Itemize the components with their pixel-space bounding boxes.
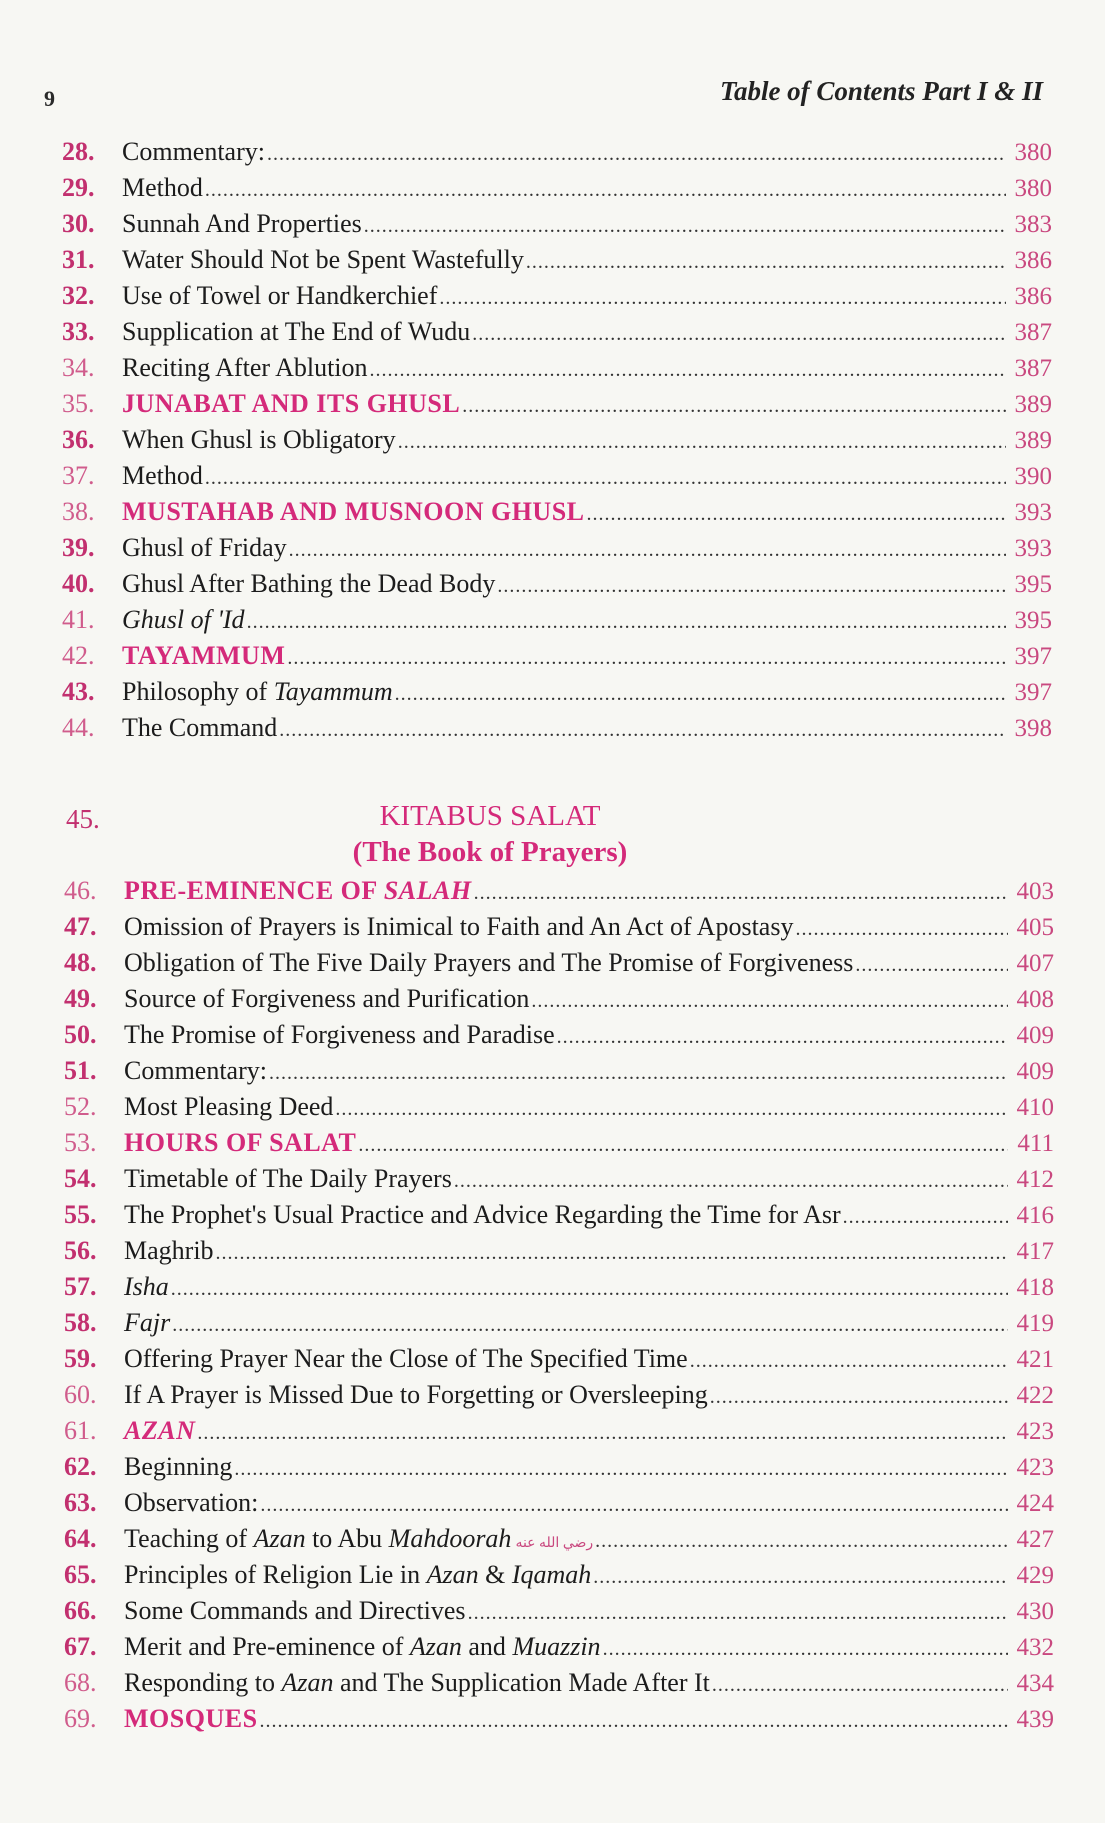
dot-leader: [172, 1307, 1008, 1343]
dot-leader: [557, 1019, 1008, 1055]
entry-title: Method: [122, 173, 203, 202]
entry-number: 40.: [62, 569, 95, 598]
entry-number: 49.: [64, 984, 97, 1013]
toc-entry: [62, 170, 1052, 206]
toc-entry: [62, 494, 1052, 530]
entry-title-part: PRE-EMINENCE OF: [124, 876, 384, 905]
entry-heading: MUSTAHAB AND MUSNOON GHUSL: [122, 497, 585, 526]
entry-page: 397: [1014, 643, 1052, 670]
entry-number: 64.: [64, 1524, 97, 1553]
entry-number: 30.: [62, 209, 95, 238]
entry-heading: JUNABAT AND ITS GHUSL: [122, 389, 461, 418]
toc-entry: [64, 1161, 1054, 1197]
entry-title: Beginning: [124, 1452, 233, 1481]
entry-heading: AZAN: [124, 1416, 196, 1445]
dot-leader: [531, 983, 1008, 1019]
entry-title: Fajr: [124, 1308, 171, 1337]
entry-page: 386: [1014, 247, 1052, 274]
entry-title: Obligation of The Five Daily Prayers and The Promise of Forgiveness: [124, 948, 854, 977]
entry-page: 423: [1016, 1418, 1054, 1445]
toc-entry: [62, 458, 1052, 494]
dot-leader: [395, 676, 1006, 712]
entry-page: 412: [1016, 1166, 1054, 1193]
dot-leader: [260, 1487, 1008, 1523]
entry-title-part: Merit and Pre-eminence of: [124, 1632, 410, 1661]
honorific-mark: رضي الله عنه: [515, 1536, 594, 1551]
toc-entry: [64, 1233, 1054, 1269]
toc-entry: [64, 1305, 1054, 1341]
toc-entry: [62, 566, 1052, 602]
entry-page: 419: [1016, 1310, 1054, 1337]
dot-leader: [171, 1271, 1008, 1307]
toc-entry: [64, 1413, 1054, 1449]
entry-number: 66.: [64, 1596, 97, 1625]
dot-leader: [234, 1451, 1008, 1487]
entry-page: 424: [1016, 1490, 1054, 1517]
entry-title: Offering Prayer Near the Close of The Specified Time: [124, 1344, 688, 1373]
toc-entry: [62, 134, 1052, 170]
entry-page: 432: [1016, 1634, 1054, 1661]
entry-title: [122, 674, 393, 710]
entry-number: 53.: [64, 1128, 97, 1157]
page-number: 9: [44, 86, 55, 111]
entry-title: Omission of Prayers is Inimical to Faith and An Act of Apostasy: [124, 912, 794, 941]
dot-leader: [710, 1379, 1008, 1415]
entry-title: When Ghusl is Obligatory: [122, 425, 396, 454]
entry-title-part: and: [461, 1632, 513, 1661]
toc-entry: [64, 1521, 1054, 1557]
entry-page: 395: [1014, 607, 1052, 634]
dot-leader: [364, 208, 1006, 244]
dot-leader: [855, 947, 1008, 983]
toc-entry: [64, 945, 1054, 981]
entry-number: 36.: [62, 425, 95, 454]
toc-entry: [64, 1665, 1054, 1701]
toc-entry: [64, 1053, 1054, 1089]
entry-page: 393: [1014, 499, 1052, 526]
entry-title-italic: Azan: [281, 1668, 334, 1697]
entry-page: 422: [1016, 1382, 1054, 1409]
entry-number: 61.: [64, 1416, 97, 1445]
dot-leader: [335, 1091, 1008, 1127]
toc-entry: [62, 278, 1052, 314]
dot-leader: [472, 316, 1006, 352]
entry-title-part: Principles of Religion Lie in: [124, 1560, 427, 1589]
entry-heading: MOSQUES: [124, 1704, 258, 1733]
section-subtitle: (The Book of Prayers): [352, 836, 628, 868]
entry-page: 439: [1016, 1706, 1054, 1733]
entry-number: 50.: [64, 1020, 97, 1049]
dot-leader: [197, 1415, 1008, 1451]
toc-entry: [62, 674, 1052, 710]
entry-title: Ghusl After Bathing the Dead Body: [122, 569, 496, 598]
entry-page: 407: [1016, 950, 1054, 977]
toc-entry: [64, 1125, 1054, 1161]
entry-page: 408: [1016, 986, 1054, 1013]
dot-leader: [216, 1235, 1008, 1271]
entry-title-part: and The Supplication Made After It: [333, 1668, 710, 1697]
toc-entry: [64, 1557, 1054, 1593]
dot-leader: [205, 460, 1006, 496]
entry-page: 429: [1016, 1562, 1054, 1589]
entry-page: 383: [1014, 211, 1052, 238]
entry-title-part: Philosophy of: [122, 677, 274, 706]
dot-leader: [358, 1127, 1008, 1163]
toc-entry: [62, 710, 1052, 746]
dot-leader: [370, 352, 1006, 388]
dot-leader: [603, 1631, 1008, 1667]
dot-leader: [439, 280, 1006, 316]
toc-entry: [64, 1701, 1054, 1737]
toc-entry: [64, 1449, 1054, 1485]
toc-entry: [64, 1269, 1054, 1305]
entry-number: 39.: [62, 533, 95, 562]
dot-leader: [279, 712, 1006, 748]
toc-entry: [64, 873, 1054, 909]
entry-number: 44.: [62, 713, 95, 742]
entry-title-italic: Iqamah: [511, 1560, 592, 1589]
dot-leader: [468, 1595, 1008, 1631]
entry-number: 29.: [62, 173, 95, 202]
entry-title: Most Pleasing Deed: [124, 1092, 334, 1121]
entry-number: 65.: [64, 1560, 97, 1589]
dot-leader: [267, 136, 1006, 172]
entry-number: 28.: [62, 137, 95, 166]
entry-title: Ghusl of 'Id: [122, 605, 245, 634]
entry-title-italic: Tayammum: [273, 677, 393, 706]
toc-entry: [62, 350, 1052, 386]
entry-title-italic: Azan: [253, 1524, 306, 1553]
entry-title-italic: Azan: [409, 1632, 462, 1661]
entry-number: 52.: [64, 1092, 97, 1121]
dot-leader: [287, 640, 1006, 676]
dot-leader: [593, 1559, 1008, 1595]
entry-page: 398: [1014, 715, 1052, 742]
dot-leader: [454, 1163, 1008, 1199]
dot-leader: [247, 604, 1006, 640]
entry-number: 47.: [64, 912, 97, 941]
entry-number: 35.: [62, 389, 95, 418]
running-head: Table of Contents Part I & II: [719, 76, 1043, 106]
entry-number: 31.: [62, 245, 95, 274]
toc-entry: [62, 638, 1052, 674]
entry-page: 411: [1017, 1130, 1054, 1157]
entry-page: 421: [1016, 1346, 1054, 1373]
entry-number: 57.: [64, 1272, 97, 1301]
entry-title: Observation:: [124, 1488, 259, 1517]
entry-number: 34.: [62, 353, 95, 382]
entry-title: Commentary:: [122, 137, 265, 166]
entry-page: 380: [1014, 175, 1052, 202]
entry-page: 418: [1016, 1274, 1054, 1301]
entry-number: 38.: [62, 497, 95, 526]
toc-entry: [64, 981, 1054, 1017]
entry-title: Some Commands and Directives: [124, 1596, 466, 1625]
toc-entry: [64, 1197, 1054, 1233]
entry-title: Method: [122, 461, 203, 490]
entry-page: 423: [1016, 1454, 1054, 1481]
toc-entry: [62, 530, 1052, 566]
entry-title: Commentary:: [124, 1056, 267, 1085]
dot-leader: [289, 532, 1006, 568]
entry-title: If A Prayer is Missed Due to Forgetting or Oversleeping: [124, 1380, 708, 1409]
entry-page: 416: [1016, 1202, 1054, 1229]
entry-page: 417: [1016, 1238, 1054, 1265]
entry-heading: [124, 873, 472, 909]
entry-page: 427: [1016, 1526, 1054, 1553]
entry-page: 409: [1016, 1058, 1054, 1085]
entry-page: 389: [1014, 391, 1052, 418]
dot-leader: [398, 424, 1006, 460]
entry-page: 403: [1016, 878, 1054, 905]
entry-page: 390: [1014, 463, 1052, 490]
entry-number: 55.: [64, 1200, 97, 1229]
entry-title-part: Responding to: [124, 1668, 282, 1697]
entry-title: The Prophet's Usual Practice and Advice Regarding the Time for Asr: [124, 1200, 841, 1229]
dot-leader: [526, 244, 1006, 280]
entry-title-part: to Abu: [305, 1524, 389, 1553]
entry-number: 63.: [64, 1488, 97, 1517]
toc-entry: [64, 1341, 1054, 1377]
entry-heading: TAYAMMUM: [122, 641, 286, 670]
entry-page: 386: [1014, 283, 1052, 310]
entry-page: 380: [1014, 139, 1052, 166]
entry-title-italic: SALAH: [383, 876, 472, 905]
entry-title: Maghrib: [124, 1236, 214, 1265]
toc-entry: [62, 242, 1052, 278]
toc-entry: [64, 1629, 1054, 1665]
entry-number: 43.: [62, 677, 95, 706]
entry-number: 62.: [64, 1452, 97, 1481]
entry-title: Supplication at The End of Wudu: [122, 317, 471, 346]
entry-page: 409: [1016, 1022, 1054, 1049]
toc-entry: [62, 602, 1052, 638]
entry-number: 32.: [62, 281, 95, 310]
dot-leader: [205, 172, 1006, 208]
entry-number: 51.: [64, 1056, 97, 1085]
entry-number: 41.: [62, 605, 95, 634]
entry-page: 387: [1014, 355, 1052, 382]
toc-entry: [64, 1593, 1054, 1629]
entry-number: 33.: [62, 317, 95, 346]
entry-title-italic: Azan: [426, 1560, 479, 1589]
entry-page: 387: [1014, 319, 1052, 346]
entry-number: 67.: [64, 1632, 97, 1661]
toc-entry: [62, 422, 1052, 458]
entry-title: Timetable of The Daily Prayers: [124, 1164, 452, 1193]
entry-number: 54.: [64, 1164, 97, 1193]
dot-leader: [587, 496, 1006, 532]
entry-page: 410: [1016, 1094, 1054, 1121]
entry-heading: HOURS OF SALAT: [124, 1128, 357, 1157]
entry-number: 68.: [64, 1668, 97, 1697]
toc-entry: [64, 1377, 1054, 1413]
entry-number: 56.: [64, 1236, 97, 1265]
entry-page: 397: [1014, 679, 1052, 706]
entry-title-italic: Muazzin: [512, 1632, 601, 1661]
entry-number: 69.: [64, 1704, 97, 1733]
entry-title-part: &: [478, 1560, 512, 1589]
entry-title: [124, 1629, 601, 1665]
toc-entry: [64, 1017, 1054, 1053]
entry-page: 434: [1016, 1670, 1054, 1697]
entry-title: Reciting After Ablution: [122, 353, 368, 382]
dot-leader: [497, 568, 1006, 604]
entry-title: Isha: [124, 1272, 169, 1301]
entry-title: Use of Towel or Handkerchief: [122, 281, 438, 310]
toc-entry: [62, 314, 1052, 350]
entry-number: 59.: [64, 1344, 97, 1373]
entry-number: 48.: [64, 948, 97, 977]
entry-title-italic: Mahdoorah: [388, 1524, 512, 1553]
entry-page: 395: [1014, 571, 1052, 598]
dot-leader: [690, 1343, 1008, 1379]
dot-leader: [712, 1667, 1008, 1703]
dot-leader: [462, 388, 1006, 424]
entry-title: [124, 1665, 710, 1701]
entry-number: 37.: [62, 461, 95, 490]
entry-title: Sunnah And Properties: [122, 209, 362, 238]
entry-title: Source of Forgiveness and Purification: [124, 984, 530, 1013]
dot-leader: [795, 911, 1008, 947]
entry-page: 389: [1014, 427, 1052, 454]
entry-title: Ghusl of Friday: [122, 533, 287, 562]
entry-title: The Promise of Forgiveness and Paradise: [124, 1020, 555, 1049]
section-number: 45.: [66, 804, 100, 834]
toc-entry: [64, 1089, 1054, 1125]
entry-page: 405: [1016, 914, 1054, 941]
entry-title: Water Should Not be Spent Wastefully: [122, 245, 524, 274]
entry-page: 393: [1014, 535, 1052, 562]
entry-title-part: Teaching of: [124, 1524, 254, 1553]
entry-number: 42.: [62, 641, 95, 670]
toc-entry: [62, 386, 1052, 422]
entry-number: 58.: [64, 1308, 97, 1337]
entry-title: [124, 1557, 591, 1593]
entry-number: 46.: [64, 876, 97, 905]
section-title: KITABUS SALAT: [379, 800, 601, 832]
dot-leader: [474, 875, 1008, 911]
dot-leader: [269, 1055, 1008, 1091]
dot-leader: [595, 1523, 1008, 1559]
entry-title: [124, 1521, 593, 1562]
dot-leader: [260, 1703, 1008, 1739]
dot-leader: [843, 1199, 1008, 1235]
toc-entry: [64, 909, 1054, 945]
entry-page: 430: [1016, 1598, 1054, 1625]
toc-entry: [62, 206, 1052, 242]
entry-title: The Command: [122, 713, 278, 742]
toc-entry: [64, 1485, 1054, 1521]
entry-number: 60.: [64, 1380, 97, 1409]
